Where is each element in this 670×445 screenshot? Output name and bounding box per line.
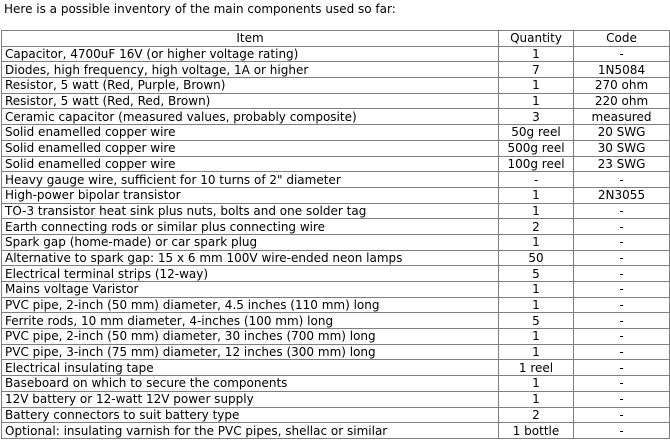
quantity-cell: 1 [499, 78, 574, 94]
item-cell: PVC pipe, 2-inch (50 mm) diameter, 4.5 inches (110 mm) long [2, 297, 499, 313]
table-row [2, 266, 670, 282]
item-cell: TO-3 transistor heat sink plus nuts, bolts and one solder tag [2, 203, 499, 219]
quantity-cell: 1 [499, 203, 574, 219]
table-row [2, 391, 670, 407]
item-cell: Optional: insulating varnish for the PVC pipes, shellac or similar [2, 423, 499, 439]
table-header-row [2, 31, 670, 47]
table-row [2, 297, 670, 313]
item-cell: Solid enamelled copper wire [2, 125, 499, 141]
table-row [2, 93, 670, 109]
quantity-cell: 1 reel [499, 360, 574, 376]
table-row [2, 78, 670, 94]
table-row [2, 329, 670, 345]
quantity-cell: 3 [499, 109, 574, 125]
quantity-cell: 5 [499, 313, 574, 329]
table-row [2, 234, 670, 250]
item-cell: Heavy gauge wire, sufficient for 10 turns of 2" diameter [2, 172, 499, 188]
table-row [2, 203, 670, 219]
item-cell: Spark gap (home-made) or car spark plug [2, 234, 499, 250]
table-row [2, 407, 670, 423]
quantity-cell: 1 [499, 234, 574, 250]
code-cell: 1N5084 [574, 62, 670, 78]
item-cell: Battery connectors to suit battery type [2, 407, 499, 423]
code-cell: 30 SWG [574, 140, 670, 156]
item-cell: Solid enamelled copper wire [2, 156, 499, 172]
item-cell: High-power bipolar transistor [2, 187, 499, 203]
table-row [2, 109, 670, 125]
column-header-quantity: Quantity [499, 31, 574, 47]
code-cell: 23 SWG [574, 156, 670, 172]
item-cell: Capacitor, 4700uF 16V (or higher voltage rating) [2, 46, 499, 62]
code-cell: - [574, 344, 670, 360]
quantity-cell: 50g reel [499, 125, 574, 141]
table-row [2, 140, 670, 156]
quantity-cell: 50 [499, 250, 574, 266]
code-cell: measured [574, 109, 670, 125]
code-cell: 220 ohm [574, 93, 670, 109]
item-cell: 12V battery or 12-watt 12V power supply [2, 391, 499, 407]
item-cell: Alternative to spark gap: 15 x 6 mm 100V wire-ended neon lamps [2, 250, 499, 266]
table-row [2, 376, 670, 392]
code-cell: - [574, 172, 670, 188]
item-cell: Resistor, 5 watt (Red, Red, Brown) [2, 93, 499, 109]
code-cell: - [574, 266, 670, 282]
quantity-cell: 100g reel [499, 156, 574, 172]
table-row [2, 46, 670, 62]
quantity-cell: 500g reel [499, 140, 574, 156]
code-cell: - [574, 203, 670, 219]
code-cell: 20 SWG [574, 125, 670, 141]
table-row [2, 360, 670, 376]
quantity-cell: 1 [499, 93, 574, 109]
item-cell: Solid enamelled copper wire [2, 140, 499, 156]
table-row [2, 313, 670, 329]
code-cell: - [574, 219, 670, 235]
inventory-table [1, 30, 670, 439]
item-cell: Electrical insulating tape [2, 360, 499, 376]
table-row [2, 62, 670, 78]
table-row [2, 219, 670, 235]
quantity-cell: 1 [499, 297, 574, 313]
quantity-cell: 7 [499, 62, 574, 78]
code-cell: - [574, 360, 670, 376]
table-row [2, 250, 670, 266]
code-cell: - [574, 407, 670, 423]
quantity-cell: 1 [499, 344, 574, 360]
quantity-cell: 2 [499, 219, 574, 235]
item-cell: Earth connecting rods or similar plus connecting wire [2, 219, 499, 235]
quantity-cell: - [499, 172, 574, 188]
code-cell: - [574, 250, 670, 266]
column-header-item: Item [2, 31, 499, 47]
table-row [2, 282, 670, 298]
table-row [2, 344, 670, 360]
item-cell: PVC pipe, 3-inch (75 mm) diameter, 12 inches (300 mm) long [2, 344, 499, 360]
table-row [2, 156, 670, 172]
quantity-cell: 1 [499, 187, 574, 203]
item-cell: Mains voltage Varistor [2, 282, 499, 298]
column-header-code: Code [574, 31, 670, 47]
code-cell: - [574, 423, 670, 439]
quantity-cell: 1 bottle [499, 423, 574, 439]
code-cell: 270 ohm [574, 78, 670, 94]
table-row [2, 423, 670, 439]
table-body [2, 46, 670, 438]
code-cell: - [574, 234, 670, 250]
item-cell: Ceramic capacitor (measured values, probably composite) [2, 109, 499, 125]
quantity-cell: 1 [499, 46, 574, 62]
table-row [2, 172, 670, 188]
code-cell: - [574, 46, 670, 62]
table-row [2, 125, 670, 141]
quantity-cell: 5 [499, 266, 574, 282]
code-cell: - [574, 329, 670, 345]
item-cell: Diodes, high frequency, high voltage, 1A or higher [2, 62, 499, 78]
quantity-cell: 2 [499, 407, 574, 423]
item-cell: Electrical terminal strips (12-way) [2, 266, 499, 282]
intro-text: Here is a possible inventory of the main components used so far: [4, 2, 396, 16]
code-cell: - [574, 391, 670, 407]
code-cell: - [574, 297, 670, 313]
quantity-cell: 1 [499, 329, 574, 345]
quantity-cell: 1 [499, 282, 574, 298]
code-cell: - [574, 376, 670, 392]
item-cell: Ferrite rods, 10 mm diameter, 4-inches (100 mm) long [2, 313, 499, 329]
code-cell: - [574, 282, 670, 298]
quantity-cell: 1 [499, 376, 574, 392]
item-cell: Resistor, 5 watt (Red, Purple, Brown) [2, 78, 499, 94]
code-cell: 2N3055 [574, 187, 670, 203]
table-row [2, 187, 670, 203]
code-cell: - [574, 313, 670, 329]
quantity-cell: 1 [499, 391, 574, 407]
item-cell: Baseboard on which to secure the components [2, 376, 499, 392]
item-cell: PVC pipe, 2-inch (50 mm) diameter, 30 inches (700 mm) long [2, 329, 499, 345]
